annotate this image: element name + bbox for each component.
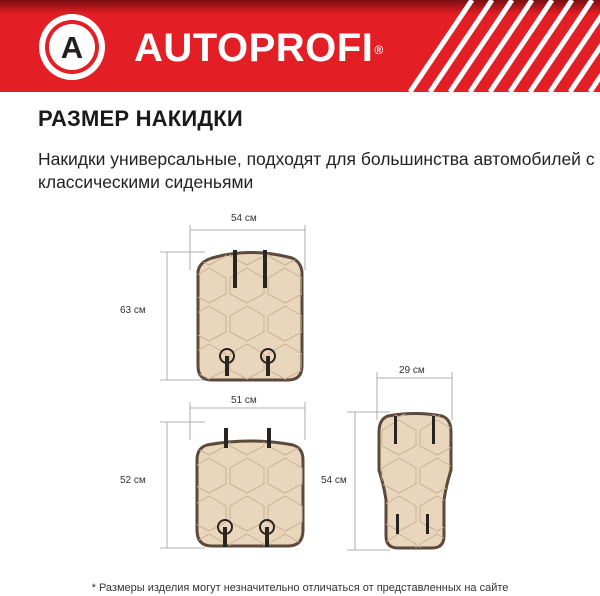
seat-height-label: 52 см [120,475,146,486]
back-seat-cover [198,250,302,380]
page-title: РАЗМЕР НАКИДКИ [38,106,243,131]
brand-name: AUTOPROFI® [134,26,384,70]
side-height-label: 54 см [321,475,347,486]
logo-letter: A [60,30,84,65]
seat-width-label: 51 см [231,395,257,406]
page-subtitle: Накидки универсальные, подходят для большинства автомобилей с классическими сиденьями [38,149,595,192]
back-height-label: 63 см [120,305,146,316]
back-width-label: 54 см [231,213,257,224]
registered-mark: ® [374,43,384,57]
side-width-label: 29 см [399,365,425,376]
narrow-seat-cover [379,414,451,549]
footnote: * Размеры изделия могут незначительно отличаться от представленных на сайте [91,582,509,594]
seat-cushion-cover [197,428,303,547]
